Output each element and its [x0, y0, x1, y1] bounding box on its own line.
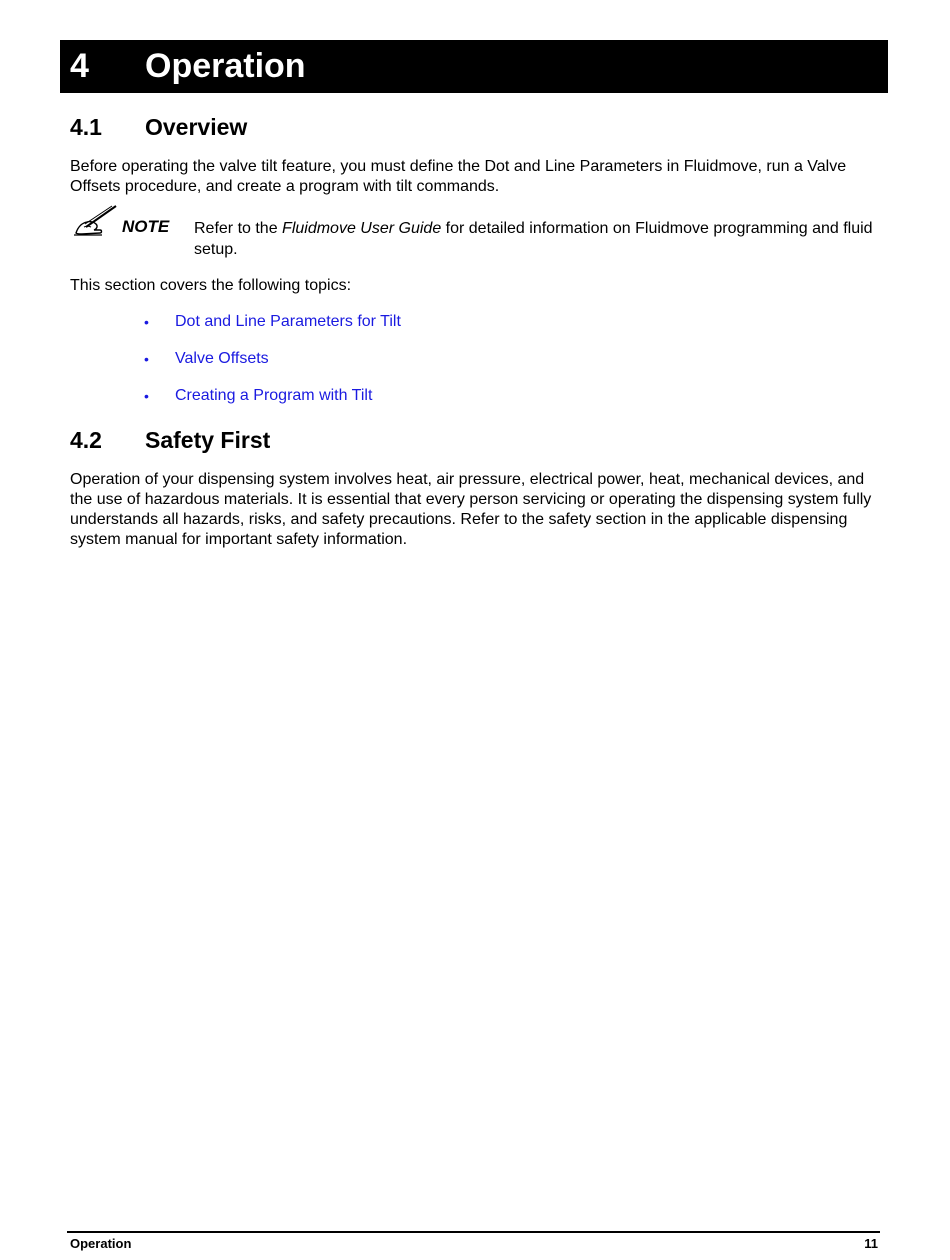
safety-body-paragraph: Operation of your dispensing system involves heat, air pressure, electrical power, heat, mechanical devices, and the use of hazardous materials. It is essential that every person servicing or operating the dispensing system fully understands all hazards, risks, and safety precautions. Refer to the safety section in the applicable dispensing system manual for important safety information.	[70, 471, 872, 548]
list-item	[70, 347, 770, 384]
section-number: 4.1	[70, 114, 102, 140]
bullet-icon: •	[144, 388, 149, 404]
topic-list	[70, 310, 770, 421]
topic-link-creating-program[interactable]: Creating a Program with Tilt	[175, 387, 373, 404]
note-callout	[70, 205, 880, 265]
topics-intro-paragraph: This section covers the following topics:	[70, 277, 352, 294]
overview-intro-paragraph: Before operating the valve tilt feature, you must define the Dot and Line Parameters in Fluidmove, run a Valve Offsets procedure, and create a program with tilt commands.	[70, 158, 847, 195]
footer-section-name: Operation	[70, 1236, 132, 1251]
note-text-after: for detailed information on Fluidmove programming and fluid setup.	[194, 220, 873, 258]
writing-hand-icon	[72, 205, 118, 239]
section-title: Safety First	[145, 427, 271, 453]
chapter-banner	[60, 40, 888, 93]
section-title: Overview	[145, 114, 248, 140]
bullet-icon: •	[144, 314, 149, 330]
note-label: NOTE	[122, 217, 170, 236]
bullet-icon: •	[144, 351, 149, 367]
footer-page-number: 11	[864, 1236, 878, 1251]
topic-link-valve-offsets[interactable]: Valve Offsets	[175, 350, 269, 367]
chapter-number: 4	[70, 47, 89, 85]
list-item	[70, 384, 770, 421]
footer-divider	[67, 1231, 880, 1233]
note-text-before: Refer to the	[194, 220, 283, 237]
list-item	[70, 310, 770, 347]
section-number: 4.2	[70, 427, 102, 453]
topic-link-dot-line-parameters[interactable]: Dot and Line Parameters for Tilt	[175, 313, 401, 330]
note-text-emphasis: Fluidmove User Guide	[282, 220, 442, 237]
chapter-title: Operation	[145, 47, 306, 85]
note-text	[194, 218, 874, 260]
